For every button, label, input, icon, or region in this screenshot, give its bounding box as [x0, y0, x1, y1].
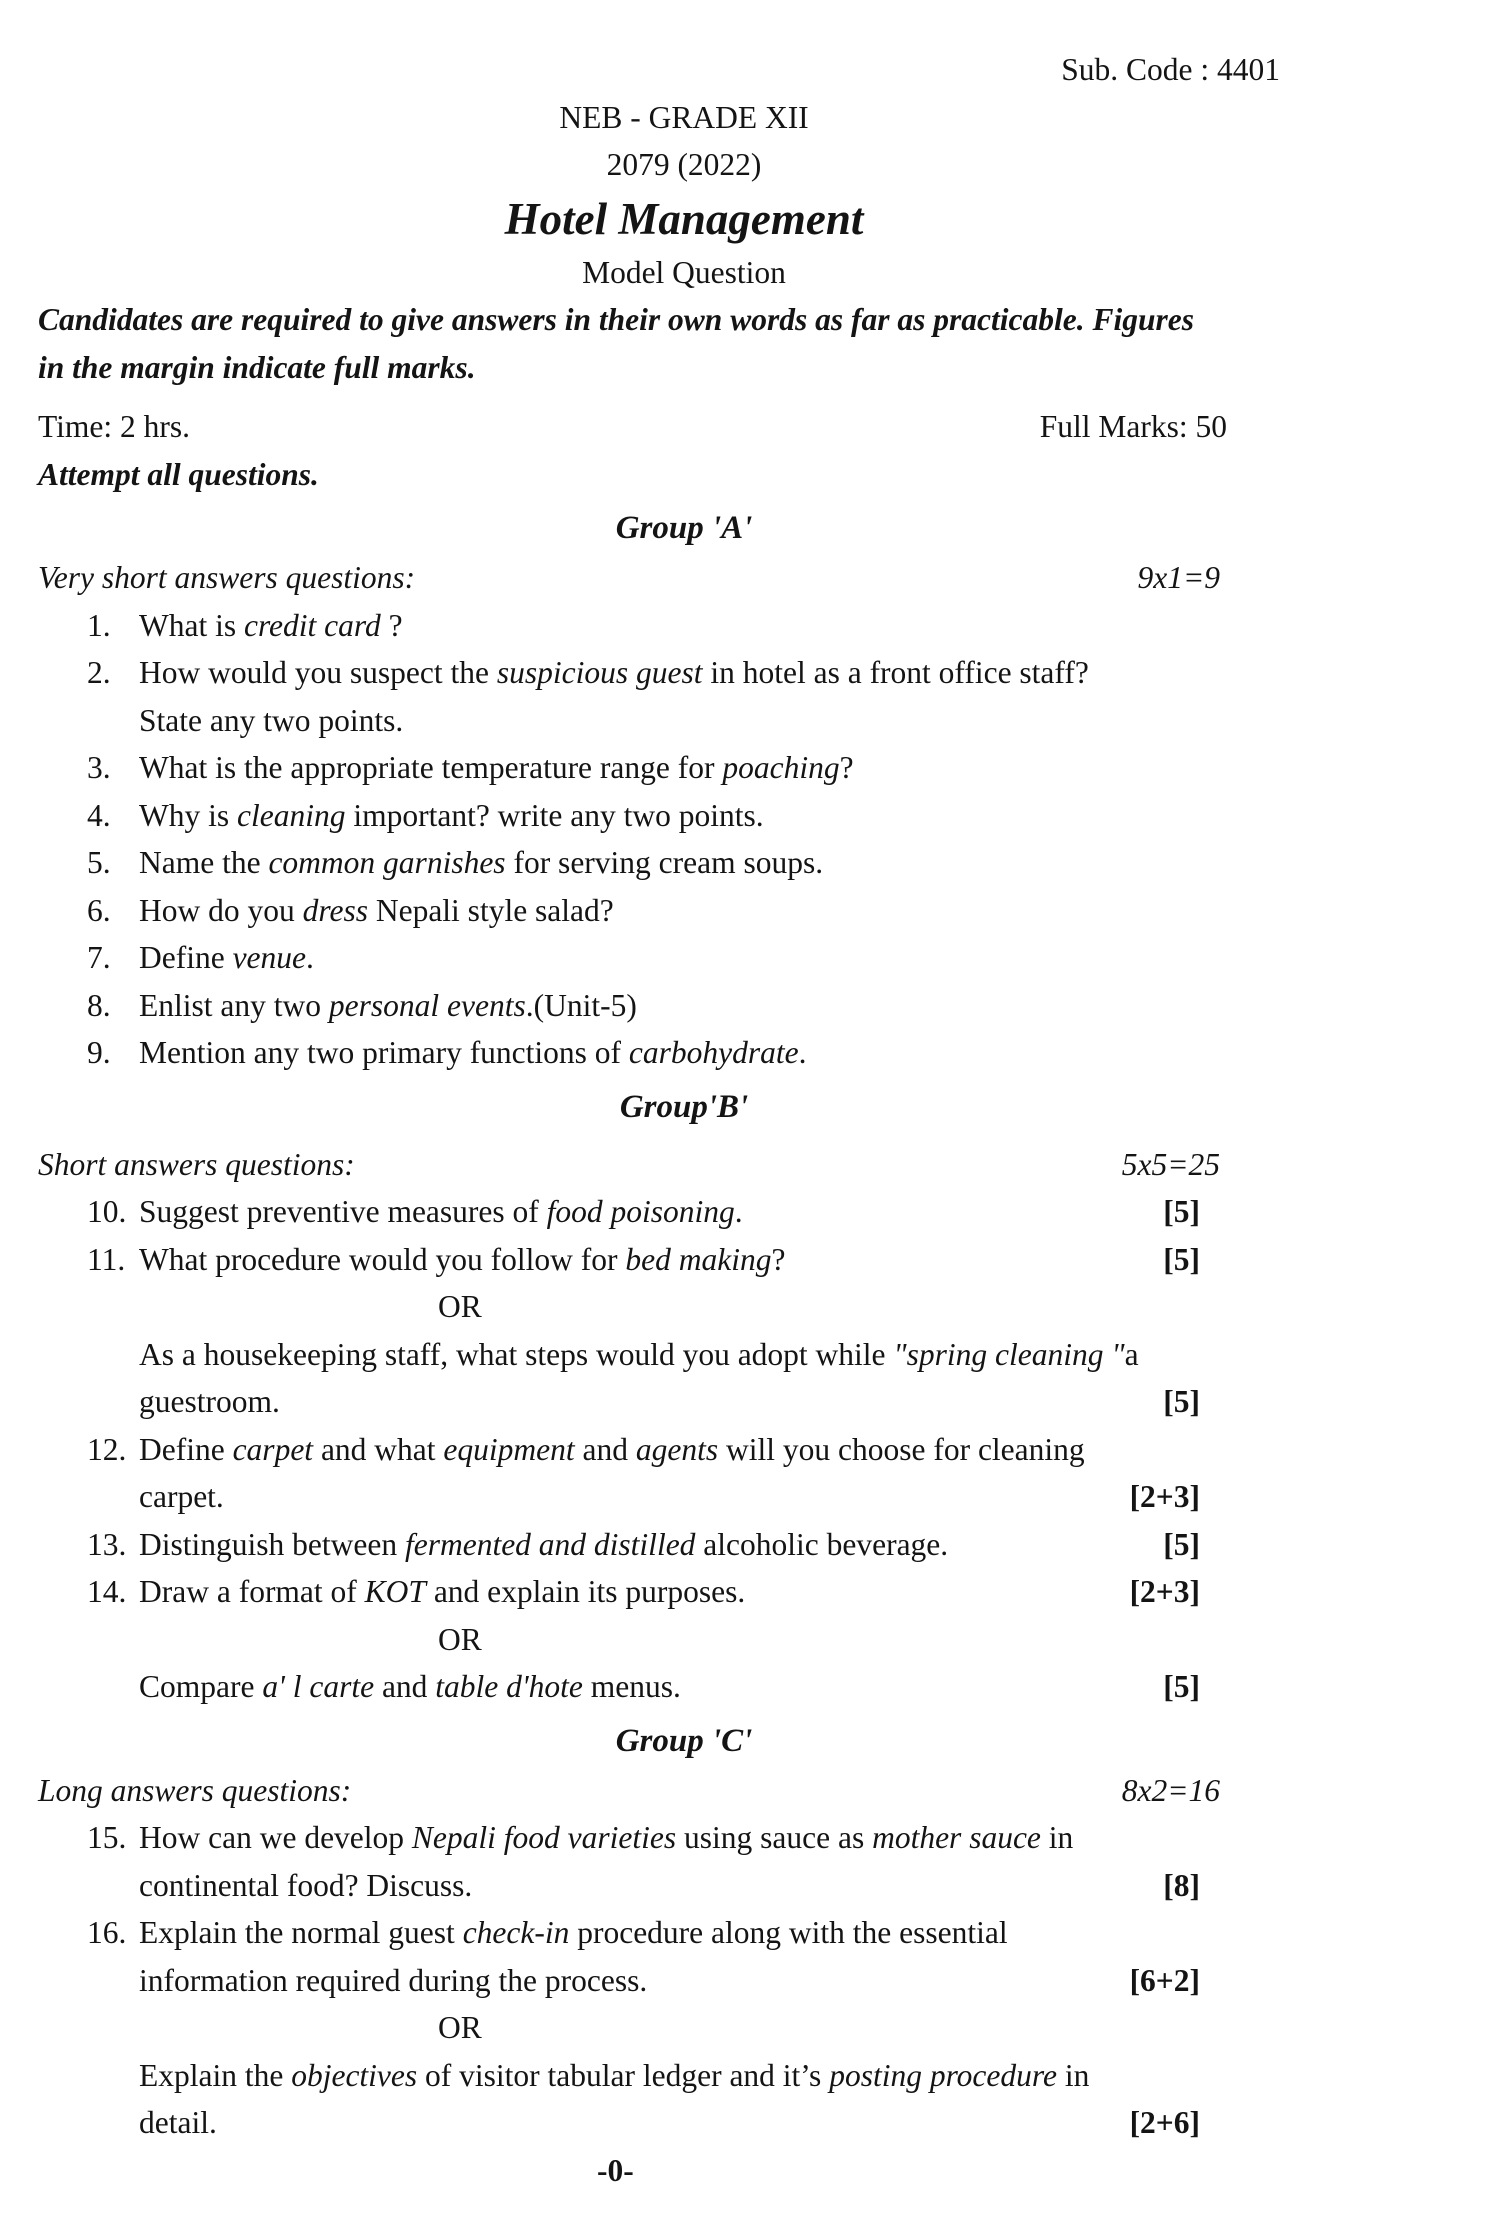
question-row [87, 1426, 1330, 1474]
subject-code: Sub. Code : 4401 [1061, 52, 1280, 87]
question-text: Enlist any two personal events.(Unit-5) [139, 987, 637, 1023]
group-items [38, 602, 1330, 1077]
full-marks: Full Marks: 50 [1039, 409, 1227, 444]
question-number: 11. [87, 1241, 126, 1277]
group-marks-formula: 8x2=16 [1121, 1772, 1220, 1808]
question-marks: [2+6] [1129, 2105, 1200, 2140]
group-heading: Group'B' [619, 1088, 749, 1125]
question-text: Define carpet and what equipment and agents will you choose for cleaning [139, 1431, 1085, 1467]
question-text: Name the common garnishes for serving cream soups. [139, 845, 824, 880]
question-row [87, 1814, 1330, 1862]
question-text: Explain the objectives of visitor tabular ledger and it’s posting procedure in [139, 2057, 1090, 2093]
attempt-note: Attempt all questions. [38, 456, 319, 492]
group-items [38, 1188, 1330, 1711]
question-number [87, 697, 139, 745]
group-items [38, 1814, 1330, 2147]
board-name: NEB - GRADE XII [559, 99, 809, 135]
question-marks: [2+3] [1129, 1479, 1200, 1514]
question-number [87, 1473, 139, 1521]
question-marks: [8] [1163, 1867, 1200, 1903]
question-number: 13. [87, 1526, 127, 1562]
question-text: Suggest preventive measures of food poisoning. [139, 1194, 743, 1229]
question-row [87, 1188, 1330, 1236]
question-group [38, 1715, 1330, 2147]
question-group [38, 502, 1330, 1077]
question-text: What is credit card ? [139, 607, 403, 643]
question-text: Mention any two primary functions of carbohydrate. [139, 1035, 807, 1070]
question-number: 12. [87, 1431, 127, 1467]
question-text: How would you suspect the suspicious guest in hotel as a front office staff? [139, 655, 1089, 690]
group-intro: Short answers questions: [38, 1146, 355, 1182]
group-intro-row [38, 554, 1330, 602]
question-number: 15. [87, 1820, 127, 1855]
or-label: OR [438, 1289, 482, 1324]
question-text: How do you dress Nepali style salad? [139, 892, 614, 928]
question-row [87, 1236, 1330, 1284]
question-row [87, 602, 1330, 650]
question-text: carpet. [139, 1479, 224, 1514]
question-number: 10. [87, 1194, 127, 1229]
question-marks: [5] [1163, 1241, 1200, 1277]
question-number [87, 1663, 139, 1711]
question-row [87, 887, 1330, 935]
question-row [87, 1862, 1330, 1910]
question-text: detail. [139, 2105, 217, 2140]
page-subtitle: Model Question [582, 254, 786, 290]
question-group [38, 1081, 1330, 1711]
group-intro-row [38, 1767, 1330, 1815]
time-allowed: Time: 2 hrs. [38, 409, 190, 444]
question-row [87, 1331, 1330, 1379]
question-row [87, 934, 1330, 982]
question-number: 8. [87, 987, 111, 1023]
page-footer: -0- [597, 2152, 634, 2188]
question-text: Explain the normal guest check-in procedure along with the essential [139, 1915, 1008, 1950]
or-label: OR [438, 1621, 482, 1657]
question-marks: [6+2] [1129, 1962, 1200, 1998]
question-row [87, 1568, 1330, 1616]
question-row [87, 2099, 1330, 2147]
page-title: Hotel Management [504, 193, 864, 244]
instruction-line-1: Candidates are required to give answers in their own words as far as practicable. Figures [38, 302, 1194, 337]
question-row [87, 1521, 1330, 1569]
question-text: Distinguish between fermented and distilled alcoholic beverage. [139, 1526, 949, 1562]
question-number: 3. [87, 750, 111, 785]
question-number [87, 1862, 139, 1910]
question-text: Compare a' l carte and table d'hote menus. [139, 1669, 681, 1704]
question-marks: [5] [1163, 1384, 1200, 1419]
question-text: State any two points. [139, 702, 404, 738]
question-row [87, 1909, 1330, 1957]
question-number: 14. [87, 1574, 127, 1609]
group-intro-row [38, 1141, 1330, 1189]
question-marks: [5] [1163, 1669, 1200, 1704]
question-number [87, 1957, 139, 2005]
question-text: As a housekeeping staff, what steps would you adopt while "spring cleaning "a [139, 1336, 1139, 1372]
question-number: 6. [87, 892, 111, 928]
or-separator [438, 1283, 1330, 1331]
group-marks-formula: 9x1=9 [1137, 560, 1220, 595]
group-intro: Long answers questions: [38, 1772, 352, 1808]
group-intro: Very short answers questions: [38, 560, 416, 595]
question-number: 9. [87, 1035, 111, 1070]
or-separator [438, 1616, 1330, 1664]
question-row [87, 1957, 1330, 2005]
instruction-line-2: in the margin indicate full marks. [38, 349, 476, 385]
group-heading: Group 'A' [615, 510, 753, 546]
question-row [87, 744, 1330, 792]
question-text: What is the appropriate temperature range for poaching? [139, 750, 854, 785]
question-number: 16. [87, 1915, 127, 1950]
question-text: Draw a format of KOT and explain its purposes. [139, 1574, 746, 1609]
meta-row [38, 403, 1330, 451]
question-marks: [5] [1163, 1194, 1200, 1229]
question-text: How can we develop Nepali food varieties using sauce as mother sauce in [139, 1820, 1074, 1855]
question-number [87, 1331, 139, 1379]
question-text: information required during the process. [139, 1962, 648, 1998]
question-marks: [2+3] [1129, 1574, 1200, 1609]
group-marks-formula: 5x5=25 [1121, 1146, 1220, 1182]
question-row [87, 792, 1330, 840]
question-row [87, 1473, 1330, 1521]
question-number: 7. [87, 940, 111, 975]
or-separator [438, 2004, 1330, 2052]
question-number: 4. [87, 797, 111, 833]
question-row [87, 1029, 1330, 1077]
question-text: continental food? Discuss. [139, 1867, 473, 1903]
question-text: Why is cleaning important? write any two points. [139, 797, 764, 833]
question-row [87, 2052, 1330, 2100]
question-number: 1. [87, 607, 111, 643]
question-row [87, 982, 1330, 1030]
question-row [87, 1378, 1330, 1426]
question-row [87, 839, 1330, 887]
question-row [87, 697, 1330, 745]
or-label: OR [438, 2010, 482, 2045]
question-text: What procedure would you follow for bed making? [139, 1241, 786, 1277]
question-row [87, 1663, 1330, 1711]
question-text: guestroom. [139, 1384, 280, 1419]
question-marks: [5] [1163, 1526, 1200, 1562]
question-row [87, 649, 1330, 697]
group-heading: Group 'C' [615, 1722, 753, 1759]
question-number [87, 1378, 139, 1426]
question-number [87, 2052, 139, 2100]
question-text: Define venue. [139, 940, 314, 975]
groups [38, 502, 1330, 2147]
question-number: 5. [87, 845, 111, 880]
question-number [87, 2099, 139, 2147]
question-number: 2. [87, 655, 111, 690]
exam-year: 2079 (2022) [606, 147, 762, 182]
